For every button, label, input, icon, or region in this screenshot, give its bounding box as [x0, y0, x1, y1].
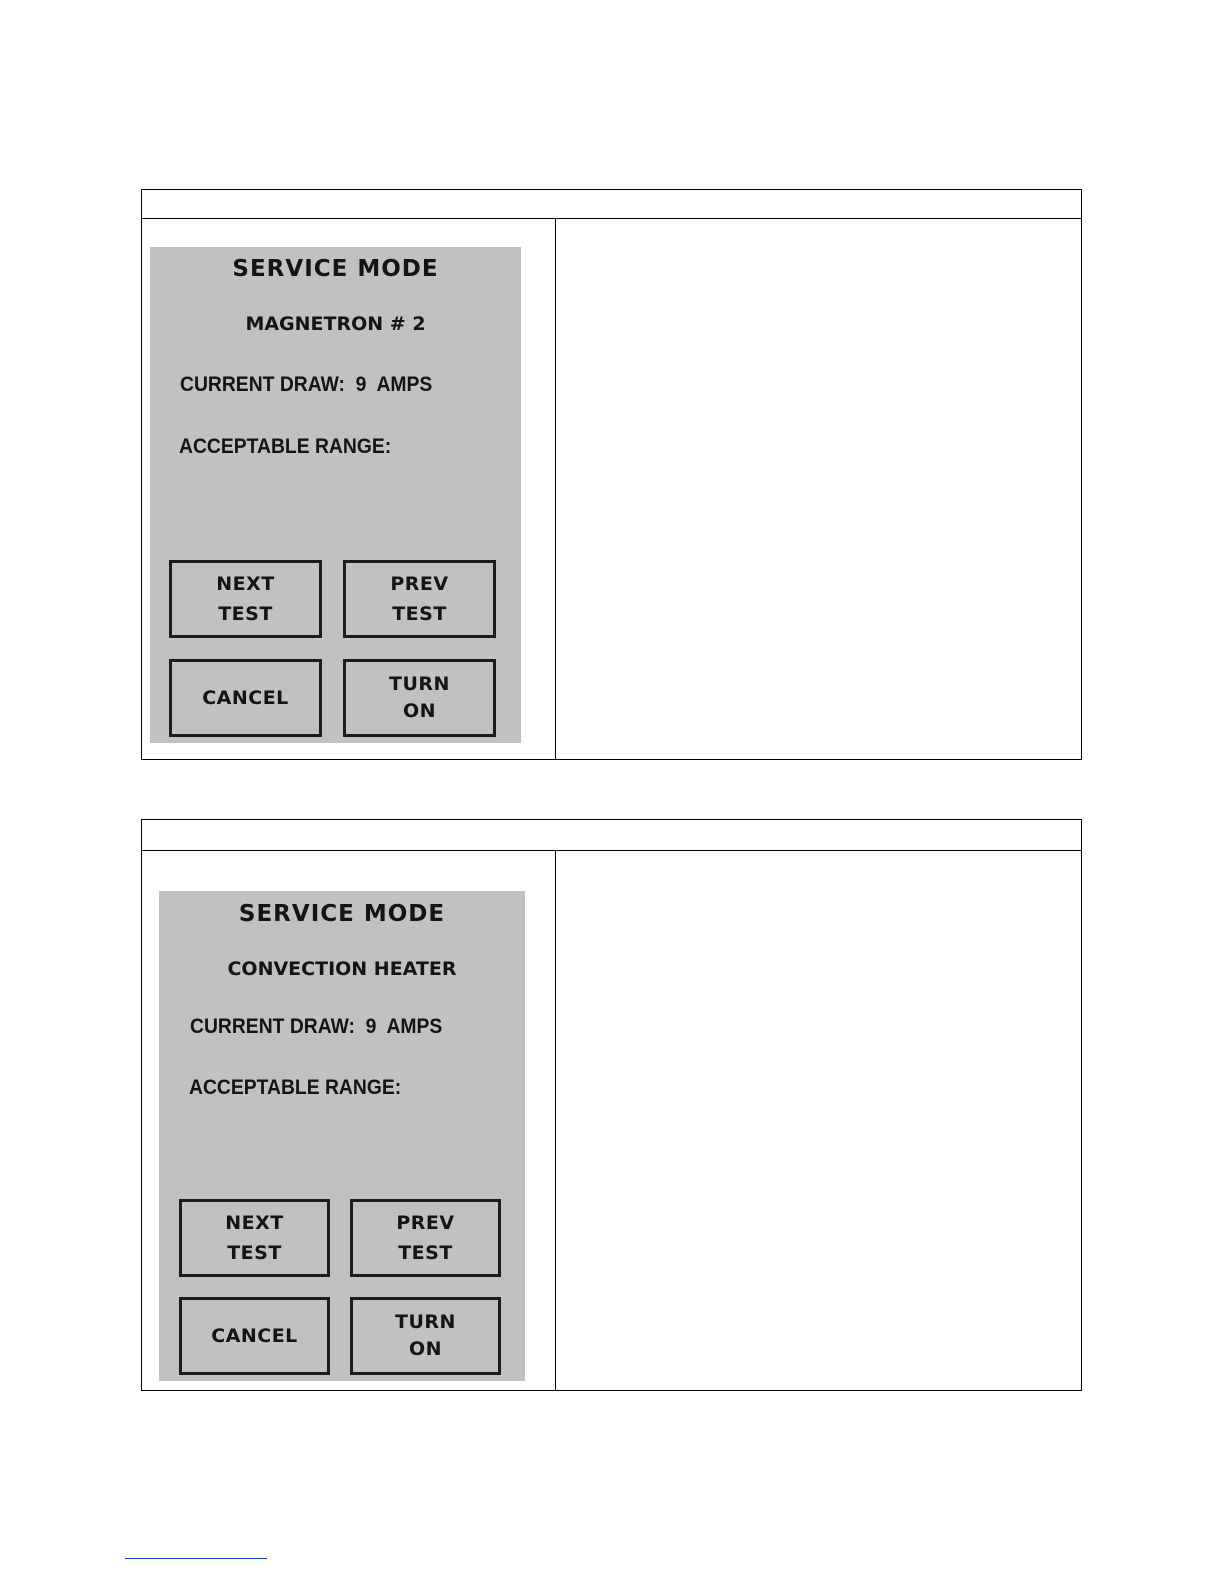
next-test-label-line1: NEXT — [216, 573, 275, 595]
current-draw-label: CURRENT DRAW: — [190, 1015, 355, 1038]
component-name: MAGNETRON # 2 — [245, 313, 426, 335]
current-draw-value: 9 — [365, 1015, 377, 1038]
turn-on-button[interactable] — [350, 1297, 501, 1375]
cancel-button[interactable] — [179, 1297, 330, 1375]
table-header-row — [142, 820, 1081, 851]
service-mode-screen — [159, 891, 525, 1381]
turn-on-label-line2: ON — [408, 1338, 443, 1360]
cancel-button[interactable] — [169, 659, 322, 737]
next-test-button[interactable] — [169, 560, 322, 638]
acceptable-range-label: ACCEPTABLE RANGE: — [179, 435, 392, 458]
table-body-row — [142, 219, 1081, 759]
next-test-label-line2: TEST — [218, 603, 273, 625]
current-draw-unit: AMPS — [386, 1015, 443, 1038]
current-draw-value: 9 — [355, 373, 367, 396]
prev-test-label-line1: PREV — [390, 573, 449, 595]
screen-title: SERVICE MODE — [238, 901, 446, 927]
prev-test-button[interactable] — [350, 1199, 501, 1277]
next-test-button[interactable] — [179, 1199, 330, 1277]
prev-test-label-line2: TEST — [392, 603, 447, 625]
cancel-label: CANCEL — [202, 687, 289, 709]
turn-on-label-line1: TURN — [395, 1311, 456, 1333]
turn-on-label-line1: TURN — [389, 673, 450, 695]
table-header-row — [142, 190, 1081, 219]
prev-test-label-line2: TEST — [398, 1242, 453, 1264]
column-divider — [555, 219, 556, 759]
next-test-label-line1: NEXT — [225, 1212, 284, 1234]
turn-on-button[interactable] — [343, 659, 496, 737]
service-mode-screen — [150, 247, 521, 743]
footnote-separator — [125, 1558, 267, 1559]
table-body-row — [142, 851, 1081, 1390]
cancel-label: CANCEL — [211, 1325, 298, 1347]
current-draw-line — [190, 1015, 442, 1039]
screen-title: SERVICE MODE — [232, 256, 439, 282]
component-name: CONVECTION HEATER — [227, 958, 457, 980]
current-draw-line — [180, 373, 432, 397]
current-draw-unit: AMPS — [376, 373, 433, 396]
acceptable-range-label: ACCEPTABLE RANGE: — [189, 1076, 402, 1099]
service-table-1 — [141, 189, 1082, 760]
prev-test-button[interactable] — [343, 560, 496, 638]
next-test-label-line2: TEST — [227, 1242, 282, 1264]
column-divider — [555, 851, 556, 1390]
turn-on-label-line2: ON — [402, 700, 437, 722]
prev-test-label-line1: PREV — [396, 1212, 455, 1234]
service-table-2 — [141, 819, 1082, 1391]
current-draw-label: CURRENT DRAW: — [180, 373, 345, 396]
